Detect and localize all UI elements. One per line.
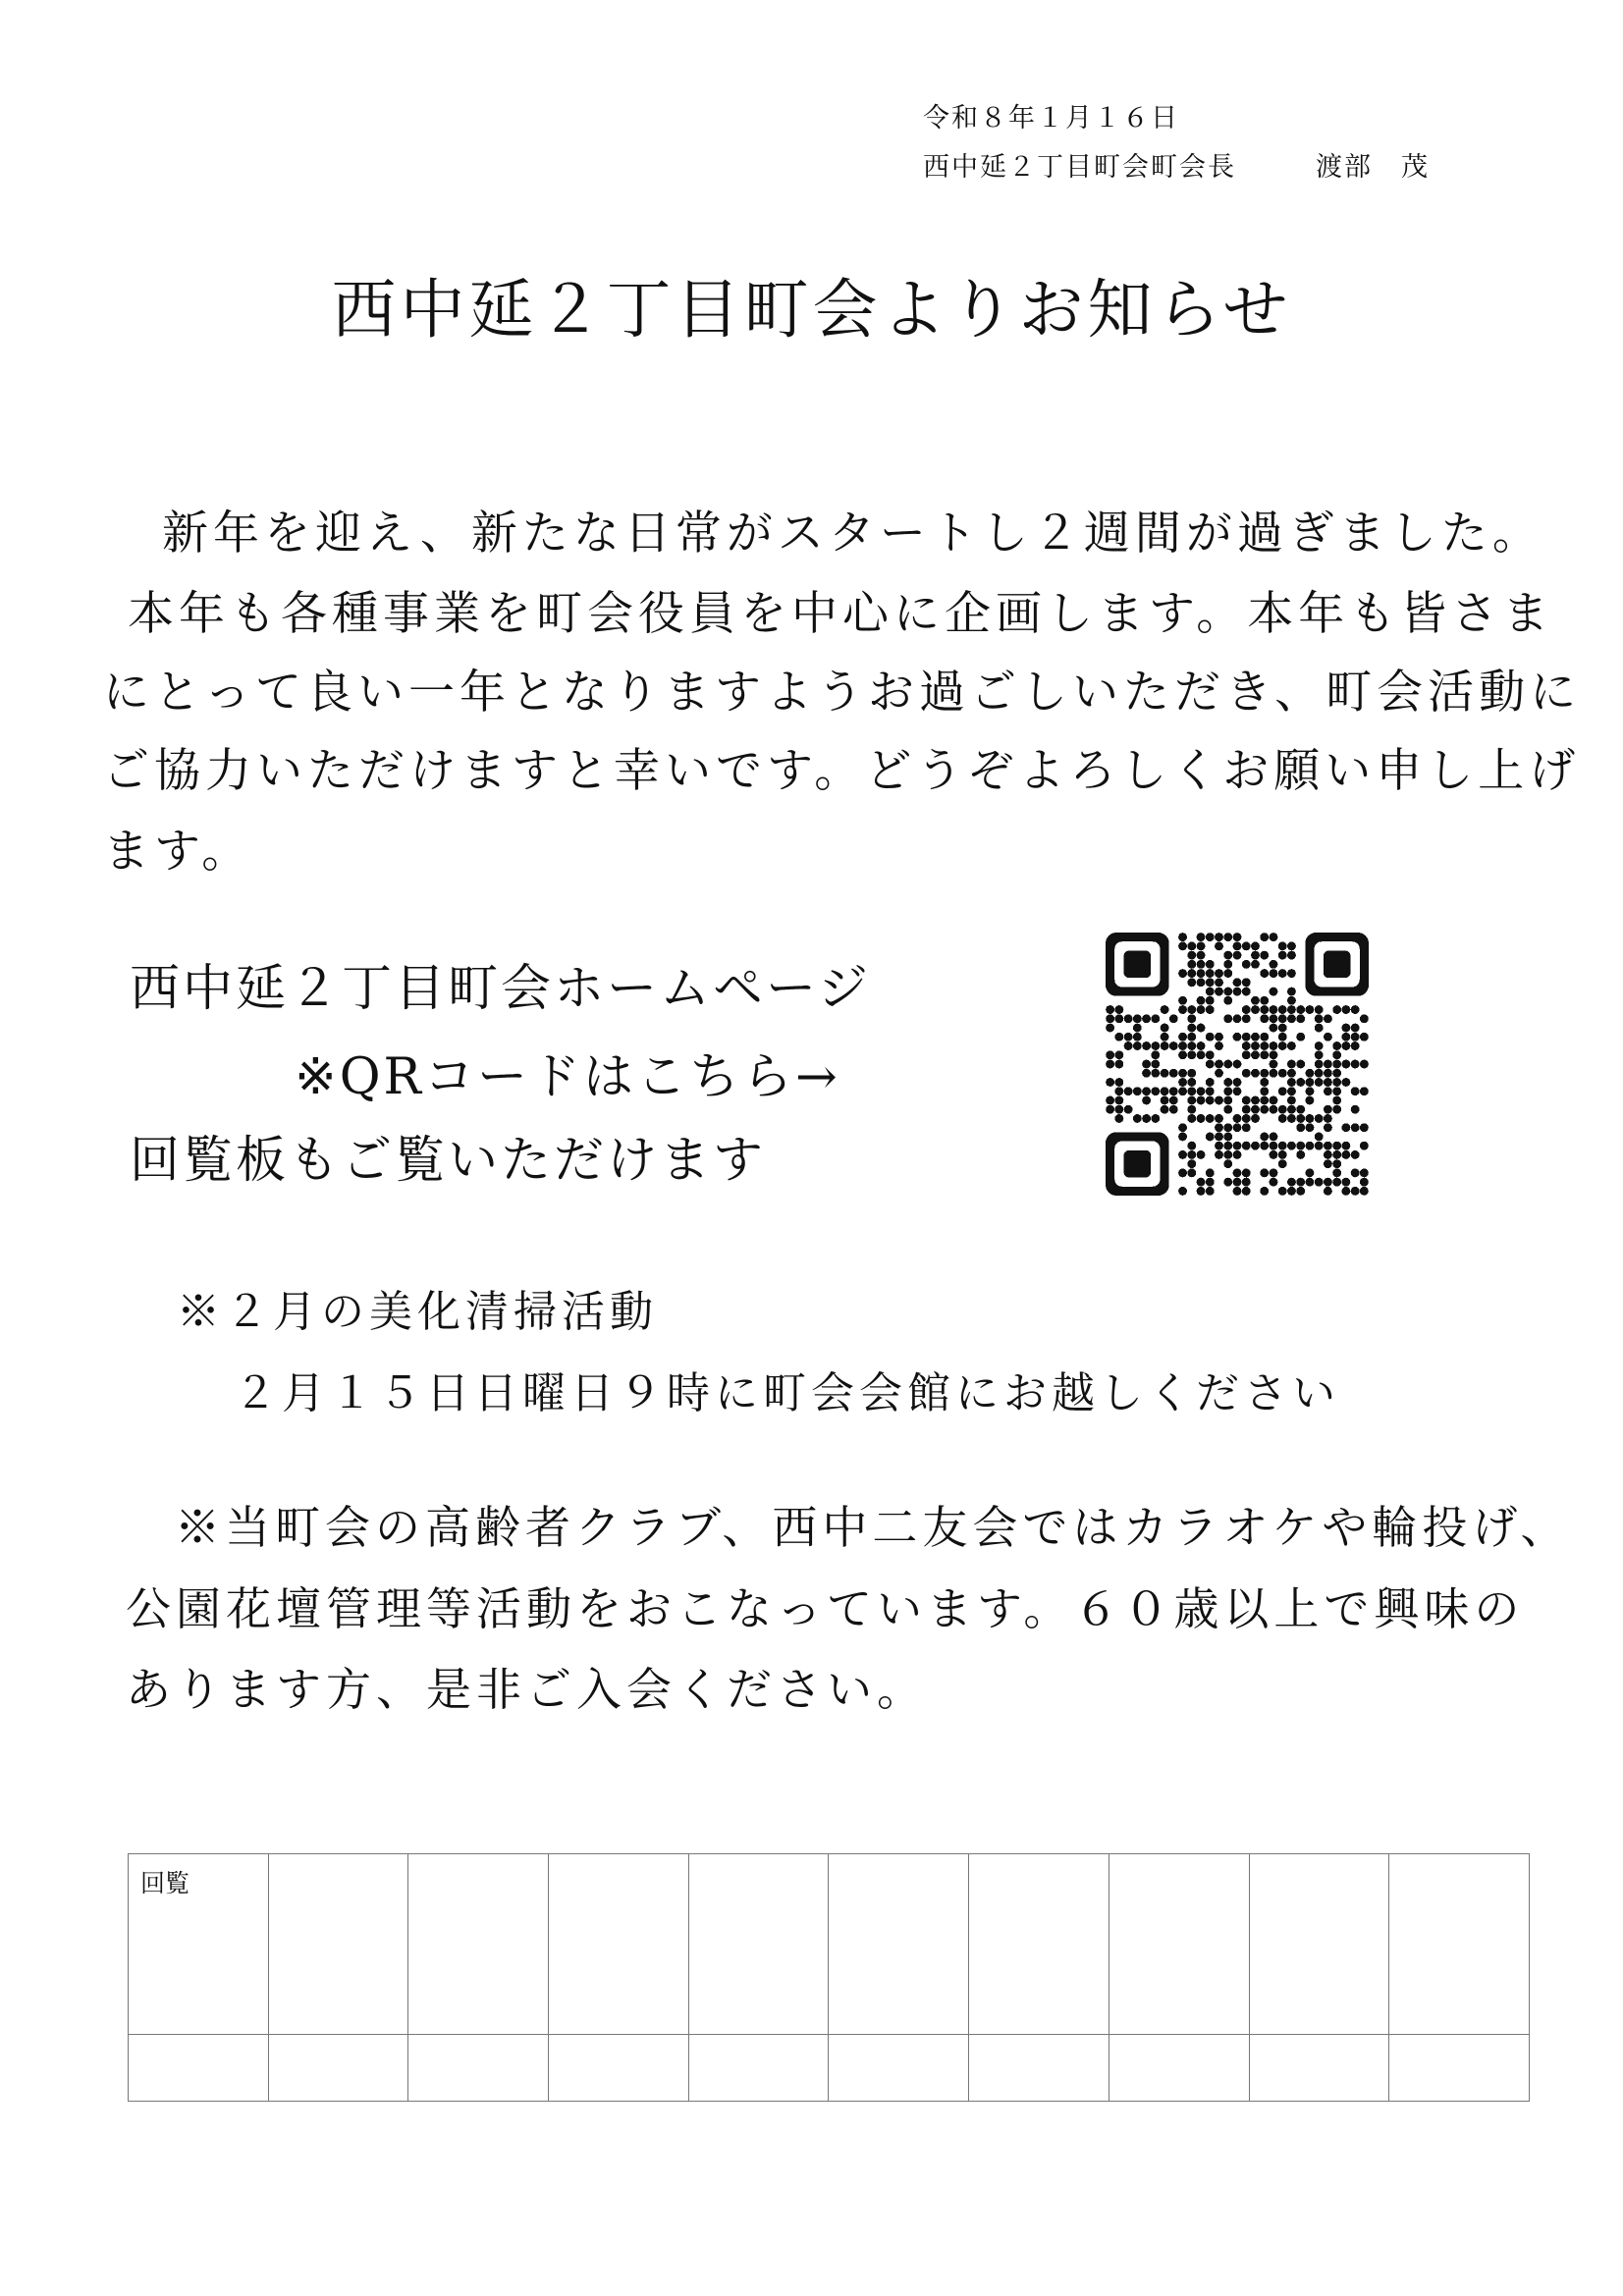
table-cell bbox=[829, 1854, 969, 2035]
table-cell bbox=[268, 2035, 408, 2102]
table-cell bbox=[408, 1854, 549, 2035]
sender-organization: 西中延２丁目町会町会長 bbox=[923, 152, 1236, 183]
table-cell bbox=[1109, 1854, 1249, 2035]
qr-pointer-text: ※QRコードはこちら→ bbox=[295, 1048, 840, 1106]
club-line: あります方、是非ご入会ください。 bbox=[126, 1663, 927, 1716]
table-cell bbox=[969, 1854, 1109, 2035]
table-cell bbox=[268, 1854, 408, 2035]
club-line: ※当町会の高齢者クラブ、西中二友会ではカラオケや輪投げ、 bbox=[175, 1501, 1571, 1554]
sender-name: 渡部 茂 bbox=[1316, 152, 1430, 183]
page-title: 西中延２丁目町会よりお知らせ bbox=[331, 272, 1292, 347]
table-cell bbox=[829, 2035, 969, 2102]
table-cell bbox=[688, 2035, 829, 2102]
club-line: 公園花壇管理等活動をおこなっています。６０歳以上で興味の bbox=[126, 1582, 1525, 1635]
table-row bbox=[129, 2035, 1530, 2102]
greeting-line: 本年も各種事業を町会役員を中心に企画します。本年も皆さま bbox=[128, 587, 1554, 641]
circulation-table bbox=[128, 1853, 1530, 2102]
table-row bbox=[129, 1854, 1530, 2035]
greeting-line: ます。 bbox=[103, 825, 253, 879]
homepage-label: 西中延２丁目町会ホームページ bbox=[130, 960, 871, 1018]
table-cell bbox=[1249, 2035, 1389, 2102]
table-cell bbox=[969, 2035, 1109, 2102]
table-cell bbox=[1389, 2035, 1530, 2102]
greeting-line: ご協力いただけますと幸いです。どうぞよろしくお願い申し上げ bbox=[103, 744, 1581, 798]
table-cell bbox=[549, 2035, 689, 2102]
table-cell bbox=[408, 2035, 549, 2102]
qr-code-icon[interactable] bbox=[1106, 933, 1369, 1196]
cleanup-detail: ２月１５日日曜日９時に町会会館にお越しください bbox=[234, 1368, 1340, 1418]
greeting-line: 新年を迎え、新たな日常がスタートし２週間が過ぎました。 bbox=[162, 507, 1543, 561]
circular-note: 回覧板もご覧いただけます bbox=[130, 1132, 767, 1190]
table-cell bbox=[549, 1854, 689, 2035]
cleanup-heading: ※２月の美化清掃活動 bbox=[177, 1287, 658, 1337]
table-cell bbox=[688, 1854, 829, 2035]
table-cell bbox=[1109, 2035, 1249, 2102]
table-cell bbox=[129, 2035, 269, 2102]
greeting-line: にとって良い一年となりますようお過ごしいただき、町会活動に bbox=[103, 666, 1582, 720]
table-cell bbox=[1249, 1854, 1389, 2035]
table-cell bbox=[1389, 1854, 1530, 2035]
document-date: 令和８年１月１６日 bbox=[923, 103, 1179, 133]
circulation-label: 回覧 bbox=[129, 1854, 269, 2035]
